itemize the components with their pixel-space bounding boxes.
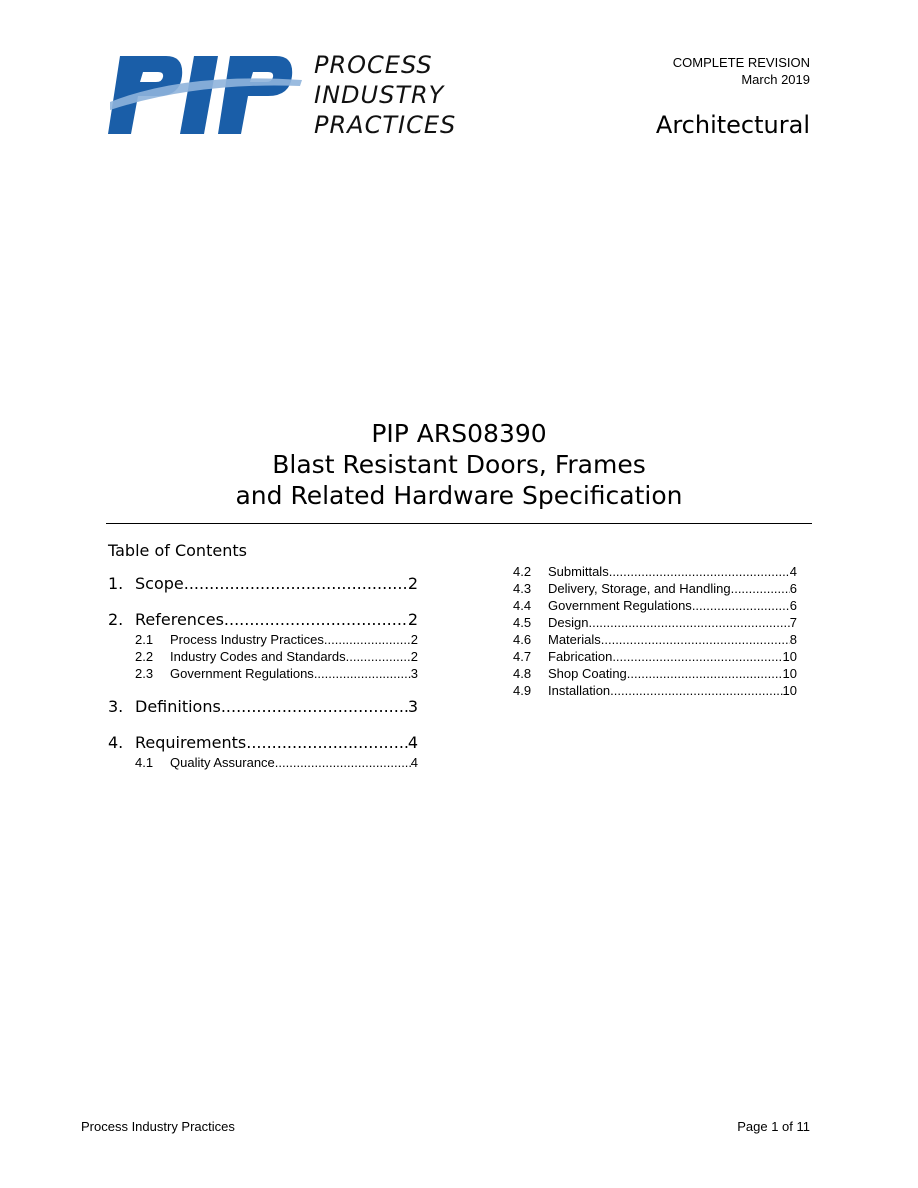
toc-subentry[interactable]: 2.1 Process Industry Practices ..... 2 [135, 631, 418, 648]
toc-subentry[interactable]: 4.2 Submittals ..... 4 [513, 563, 797, 580]
logo-wordmark [314, 50, 456, 140]
title-divider [106, 523, 812, 524]
category-label: Architectural [655, 111, 810, 139]
title-line: Blast Resistant Doors, Frames [272, 450, 646, 479]
title-line: and Related Hardware Specification [235, 481, 683, 510]
toc-subentry[interactable]: 2.3 Government Regulations ..... 3 [135, 665, 418, 682]
toc-subentry[interactable]: 4.8 Shop Coating ..... 10 [513, 665, 797, 682]
toc-subentry[interactable]: 2.2 Industry Codes and Standards ..... 2 [135, 648, 418, 665]
toc-entry[interactable]: 3. Definitions ..... 3 [108, 696, 418, 718]
revision-date: March 2019 [741, 72, 810, 87]
logo-word: PRACTICES [314, 111, 457, 139]
toc-column-left [108, 573, 418, 771]
footer-org: Process Industry Practices [81, 1119, 235, 1134]
footer-page-number: Page 1 of 11 [737, 1119, 810, 1134]
toc-subentry[interactable]: 4.9 Installation ..... 10 [513, 682, 797, 699]
logo-word: INDUSTRY [314, 81, 445, 109]
title-line: PIP ARS08390 [371, 419, 547, 448]
toc-heading: Table of Contents [108, 541, 247, 560]
toc-subentry[interactable]: 4.6 Materials ..... 8 [513, 631, 797, 648]
toc-column-right [513, 563, 797, 699]
toc-subentry[interactable]: 4.4 Government Regulations ..... 6 [513, 597, 797, 614]
pip-logo-mark [106, 50, 306, 140]
toc-subentry[interactable]: 4.3 Delivery, Storage, and Handling ..... 6 [513, 580, 797, 597]
revision-label: COMPLETE REVISION [672, 55, 810, 70]
toc-entry[interactable]: 2. References ..... 2 [108, 609, 418, 631]
toc-subentry[interactable]: 4.7 Fabrication ..... 10 [513, 648, 797, 665]
toc-subentry[interactable]: 4.5 Design ..... 7 [513, 614, 797, 631]
toc-entry[interactable]: 4. Requirements ..... 4 [108, 732, 418, 754]
logo-word: PROCESS [314, 51, 433, 79]
toc-subentry[interactable]: 4.1 Quality Assurance ..... 4 [135, 754, 418, 771]
document-title [0, 418, 918, 511]
pip-logo [106, 50, 466, 140]
toc-entry[interactable]: 1. Scope ..... 2 [108, 573, 418, 595]
